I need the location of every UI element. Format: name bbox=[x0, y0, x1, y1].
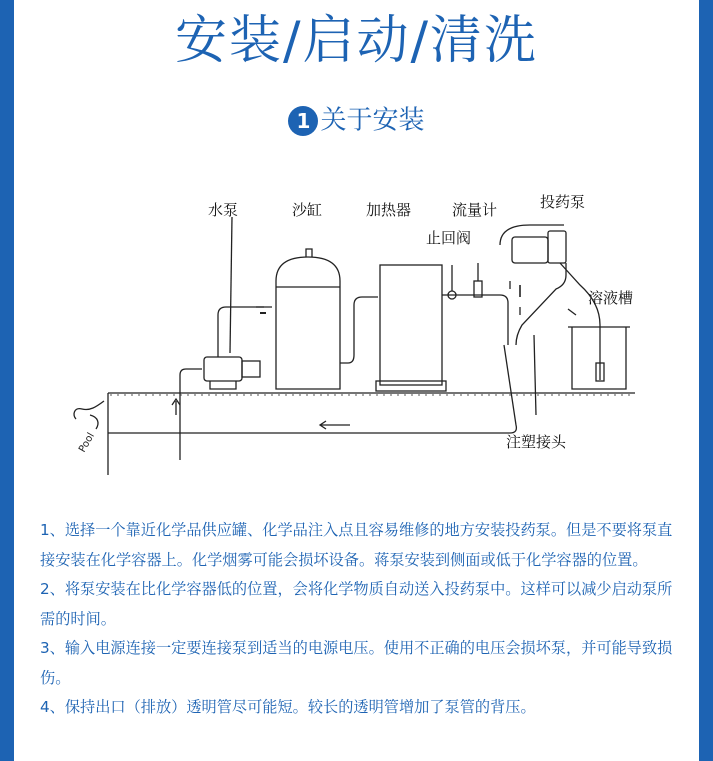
label-dosing-pump: 投药泵 bbox=[540, 193, 586, 211]
label-pool: Pool bbox=[77, 431, 97, 455]
section-heading bbox=[0, 102, 713, 139]
instruction-item: 1、选择一个靠近化学品供应罐、化学品注入点且容易维修的地方安装投药泵。但是不要将泵直接安装在化学容器上。化学烟雾可能会损坏设备。蒋泵安装到侧面或低于化学容器的位置。 bbox=[40, 521, 673, 569]
label-sand-tank: 沙缸 bbox=[292, 201, 323, 219]
dosing-line bbox=[516, 263, 566, 345]
page-title: 安装/启动/清洗 bbox=[174, 11, 539, 71]
heater-outlet-pipe bbox=[442, 295, 508, 345]
label-solution-tank: 溶液槽 bbox=[588, 289, 634, 307]
section-title: 关于安装 bbox=[320, 105, 425, 136]
instruction-item: 2、将泵安装在比化学容器低的位置，会将化学物质自动送入投药泵中。这样可以减少启动泵所需的时间。 bbox=[40, 580, 673, 628]
flow-arrow-up bbox=[172, 399, 180, 415]
suction-pipe bbox=[180, 369, 202, 460]
label-pump: 水泵 bbox=[208, 201, 239, 219]
heater-shape bbox=[380, 265, 442, 385]
label-heater: 加热器 bbox=[366, 201, 412, 219]
instruction-item: 3、输入电源连接一定要连接泵到适当的电源电压。使用不正确的电压会损坏泵，并可能导致损伤。 bbox=[40, 639, 673, 687]
pump-to-filter-pipe bbox=[218, 307, 272, 357]
instruction-list bbox=[40, 516, 680, 723]
solution-line bbox=[560, 263, 600, 380]
flow-arrow-left bbox=[320, 421, 350, 429]
flow-arrow-solution bbox=[568, 309, 576, 315]
section-number-badge: 1 bbox=[288, 106, 318, 136]
pump-shape bbox=[204, 357, 242, 381]
sand-tank-shape bbox=[276, 257, 340, 389]
dosing-pump-shape bbox=[512, 237, 548, 263]
installation-diagram bbox=[60, 185, 660, 485]
solution-tank-shape bbox=[572, 327, 626, 389]
instruction-item: 4、保持出口（排放）透明管尽可能短。较长的透明管增加了泵管的背压。 bbox=[40, 698, 536, 716]
filter-to-heater-pipe bbox=[340, 297, 378, 363]
label-injection-fitting: 注塑接头 bbox=[506, 433, 567, 451]
label-check-valve: 止回阀 bbox=[426, 229, 472, 247]
label-flow-meter: 流量计 bbox=[452, 201, 498, 219]
